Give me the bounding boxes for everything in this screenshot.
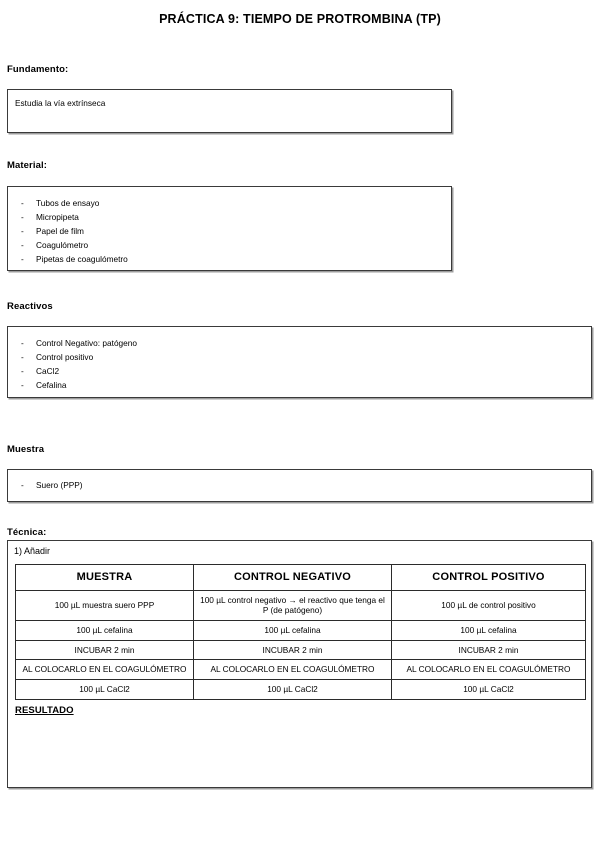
bullet-dash-icon: - — [21, 480, 24, 490]
table-cell: 100 µL cefalina — [194, 621, 392, 641]
table-row — [16, 679, 586, 699]
bullet-dash-icon: - — [21, 198, 24, 208]
material-box — [7, 186, 452, 271]
list-item-label: Control positivo — [36, 352, 94, 363]
section-heading-reactivos: Reactivos — [7, 301, 53, 312]
table-cell: AL COLOCARLO EN EL COAGULÓMETRO — [194, 660, 392, 680]
list-item — [8, 350, 591, 364]
list-item-label: Cefalina — [36, 380, 67, 391]
list-item-label: Micropipeta — [36, 212, 79, 223]
list-item-label: Suero (PPP) — [36, 480, 83, 490]
table-row — [16, 590, 586, 620]
bullet-dash-icon: - — [21, 240, 24, 251]
procedure-table — [15, 564, 586, 700]
list-item-label: Papel de film — [36, 226, 84, 237]
table-cell: 100 µL cefalina — [392, 621, 586, 641]
bullet-dash-icon: - — [21, 338, 24, 348]
list-item — [8, 210, 451, 224]
table-row — [16, 640, 586, 660]
material-list — [8, 187, 451, 266]
bullet-dash-icon: - — [21, 226, 24, 237]
list-item — [8, 364, 591, 378]
bullet-dash-icon: - — [21, 380, 24, 391]
fundamento-text: Estudia la vía extrínseca — [15, 98, 106, 108]
table-cell: 100 µL CaCl2 — [16, 679, 194, 699]
list-item-label: CaCl2 — [36, 366, 60, 377]
list-item — [8, 336, 591, 350]
section-heading-tecnica: Técnica: — [7, 527, 47, 538]
table-cell: AL COLOCARLO EN EL COAGULÓMETRO — [16, 660, 194, 680]
list-item — [8, 196, 451, 210]
column-header-control-positivo: CONTROL POSITIVO — [392, 564, 586, 590]
table-cell: INCUBAR 2 min — [16, 640, 194, 660]
table-row — [16, 660, 586, 680]
list-item-label: Pipetas de coagulómetro — [36, 254, 128, 265]
section-heading-material: Material: — [7, 160, 47, 171]
bullet-dash-icon: - — [21, 352, 24, 363]
reactivos-box — [7, 326, 592, 398]
bullet-dash-icon: - — [21, 366, 24, 377]
reactivos-list — [8, 327, 591, 392]
table-cell: AL COLOCARLO EN EL COAGULÓMETRO — [392, 660, 586, 680]
list-item-label: Tubos de ensayo — [36, 198, 100, 208]
table-cell: 100 µL control negativo → el reactivo que tenga el P (de patógeno) — [194, 590, 392, 620]
table-cell: 100 µL cefalina — [16, 621, 194, 641]
list-item — [8, 238, 451, 252]
list-item — [8, 252, 451, 266]
table-cell: INCUBAR 2 min — [392, 640, 586, 660]
table-header-row — [16, 564, 586, 590]
list-item — [8, 224, 451, 238]
muestra-list — [8, 470, 591, 492]
bullet-dash-icon: - — [21, 212, 24, 223]
list-item — [8, 479, 591, 492]
list-item — [8, 378, 591, 392]
page-title: PRÁCTICA 9: TIEMPO DE PROTROMBINA (TP) — [159, 12, 441, 26]
table-cell: 100 µL de control positivo — [392, 590, 586, 620]
column-header-control-negativo: CONTROL NEGATIVO — [194, 564, 392, 590]
fundamento-box — [7, 89, 452, 133]
tecnica-box — [7, 540, 592, 788]
table-cell: INCUBAR 2 min — [194, 640, 392, 660]
list-item-label: Coagulómetro — [36, 240, 89, 251]
table-cell: 100 µL CaCl2 — [392, 679, 586, 699]
column-header-muestra: MUESTRA — [16, 564, 194, 590]
section-heading-fundamento: Fundamento: — [7, 64, 69, 75]
table-cell: 100 µL muestra suero PPP — [16, 590, 194, 620]
muestra-box — [7, 469, 592, 502]
table-cell: 100 µL CaCl2 — [194, 679, 392, 699]
resultado-label: RESULTADO — [15, 704, 74, 716]
list-item-label: Control Negativo: patógeno — [36, 338, 138, 348]
bullet-dash-icon: - — [21, 254, 24, 265]
table-row — [16, 621, 586, 641]
section-heading-muestra: Muestra — [7, 444, 45, 455]
tecnica-step-label: 1) Añadir — [14, 546, 51, 556]
